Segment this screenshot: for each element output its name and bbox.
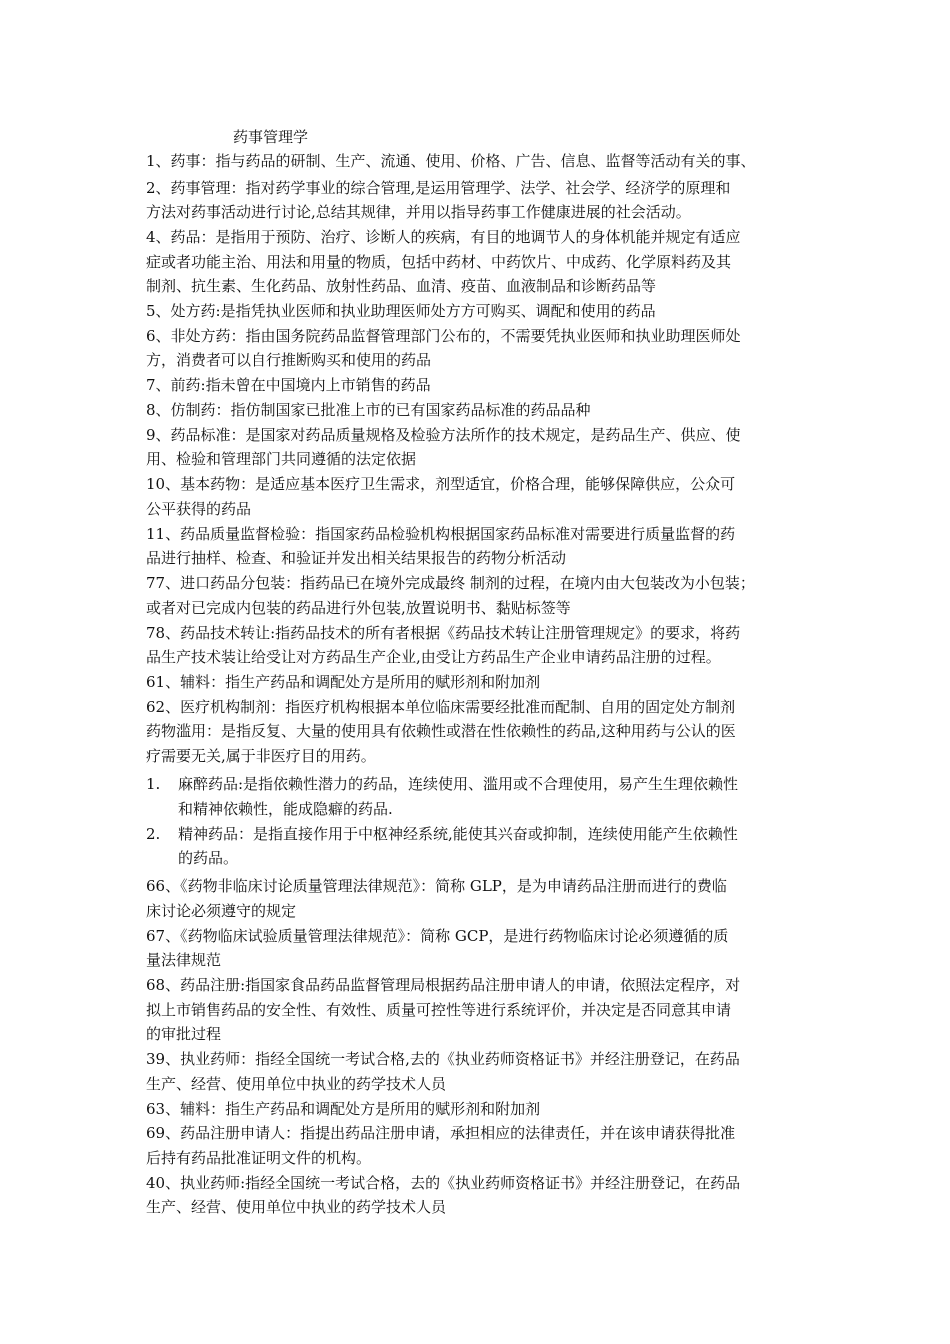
- text-line: 63、辅料：指生产药品和调配处方是所用的赋形剂和附加剂: [146, 1100, 541, 1118]
- text-line: 疗需要无关,属于非医疗目的用药。: [146, 747, 376, 765]
- text-line: 生产、经营、使用单位中执业的药学技术人员: [146, 1198, 447, 1216]
- text-line: 39、执业药师：指经全国统一考试合格,去的《执业药师资格证书》并经注册登记，在药品: [146, 1050, 740, 1068]
- list-number: 1.: [146, 775, 161, 793]
- list-item-text: 麻醉药品:是指依赖性潜力的药品，连续使用、滥用或不合理使用，易产生生理依赖性: [178, 775, 739, 793]
- text-line: 68、药品注册:指国家食品药品监督管理局根据药品注册申请人的申请，依照法定程序，对: [146, 976, 741, 994]
- text-line: 药物滥用：是指反复、大量的使用具有依赖性或潜在性依赖性的药品,这种用药与公认的医: [146, 722, 736, 740]
- text-line: 7、前药:指未曾在中国境内上市销售的药品: [146, 376, 431, 394]
- text-line: 品生产技术装让给受让对方药品生产企业,由受让方药品生产企业申请药品注册的过程。: [146, 648, 721, 666]
- list-item-text: 的药品。: [178, 849, 239, 867]
- text-line: 拟上市销售药品的安全性、有效性、质量可控性等进行系统评价，并决定是否同意其申请: [146, 1001, 732, 1019]
- text-line: 9、药品标准：是国家对药品质量规格及检验方法所作的技术规定，是药品生产、供应、使: [146, 426, 741, 444]
- text-line: 66、《药物非临床讨论质量管理法律规范》：简称 GLP，是为申请药品注册而进行的费临: [146, 877, 727, 895]
- text-line: 方，消费者可以自行推断购买和使用的药品: [146, 351, 432, 369]
- text-line: 方法对药事活动进行讨论,总结其规律，并用以指导药事工作健康进展的社会活动。: [146, 203, 691, 221]
- text-line: 10、基本药物：是适应基本医疗卫生需求，剂型适宜，价格合理，能够保障供应，公众可: [146, 475, 736, 493]
- text-line: 生产、经营、使用单位中执业的药学技术人员: [146, 1075, 447, 1093]
- text-line: 症或者功能主治、用法和用量的物质，包括中药材、中药饮片、中成药、化学原料药及其: [146, 253, 732, 271]
- text-line: 67、《药物临床试验质量管理法律规范》：简称 GCP，是进行药物临床讨论必须遵循的质: [146, 927, 729, 945]
- text-line: 后持有药品批准证明文件的机构。: [146, 1149, 372, 1167]
- text-line: 4、药品：是指用于预防、治疗、诊断人的疾病，有目的地调节人的身体机能并规定有适应: [146, 228, 741, 246]
- text-line: 77、进口药品分包装：指药品已在境外完成最终 制剂的过程，在境内由大包装改为小包装；: [146, 574, 755, 592]
- text-line: 62、医疗机构制剂：指医疗机构根据本单位临床需要经批准而配制、自用的固定处方制剂: [146, 698, 736, 716]
- text-line: 5、处方药:是指凭执业医师和执业助理医师处方方可购买、调配和使用的药品: [146, 302, 656, 320]
- text-line: 用、检验和管理部门共同遵循的法定依据: [146, 450, 417, 468]
- text-line: 制剂、抗生素、生化药品、放射性药品、血清、疫苗、血液制品和诊断药品等: [146, 277, 657, 295]
- text-line: 公平获得的药品: [146, 500, 252, 518]
- list-number: 2.: [146, 825, 161, 843]
- text-line: 量法律规范: [146, 951, 222, 969]
- text-line: 6、非处方药：指由国务院药品监督管理部门公布的，不需要凭执业医师和执业助理医师处: [146, 327, 741, 345]
- text-line: 1、药事：指与药品的研制、生产、流通、使用、价格、广告、信息、监督等活动有关的事、: [146, 152, 756, 170]
- text-line: 品进行抽样、检查、和验证并发出相关结果报告的药物分析活动: [146, 549, 567, 567]
- text-line: 8、仿制药：指仿制国家已批准上市的已有国家药品标准的药品品种: [146, 401, 591, 419]
- text-line: 11、药品质量监督检验：指国家药品检验机构根据国家药品标准对需要进行质量监督的药: [146, 525, 736, 543]
- document-title: 药事管理学: [233, 128, 309, 146]
- text-line: 的审批过程: [146, 1025, 222, 1043]
- list-item-text: 精神药品：是指直接作用于中枢神经系统,能使其兴奋或抑制，连续使用能产生依赖性: [178, 825, 738, 843]
- text-line: 2、药事管理：指对药学事业的综合管理,是运用管理学、法学、社会学、经济学的原理和: [146, 179, 731, 197]
- text-line: 床讨论必须遵守的规定: [146, 902, 297, 920]
- list-item-text: 和精神依赖性，能成隐癖的药品.: [178, 800, 393, 818]
- text-line: 69、药品注册申请人：指提出药品注册申请，承担相应的法律责任，并在该申请获得批准: [146, 1124, 736, 1142]
- text-line: 40、执业药师:指经全国统一考试合格，去的《执业药师资格证书》并经注册登记，在药品: [146, 1174, 741, 1192]
- text-line: 或者对已完成内包装的药品进行外包装,放置说明书、黏贴标签等: [146, 599, 571, 617]
- text-line: 61、辅料：指生产药品和调配处方是所用的赋形剂和附加剂: [146, 673, 541, 691]
- text-line: 78、药品技术转让:指药品技术的所有者根据《药品技术转让注册管理规定》的要求，将药: [146, 624, 741, 642]
